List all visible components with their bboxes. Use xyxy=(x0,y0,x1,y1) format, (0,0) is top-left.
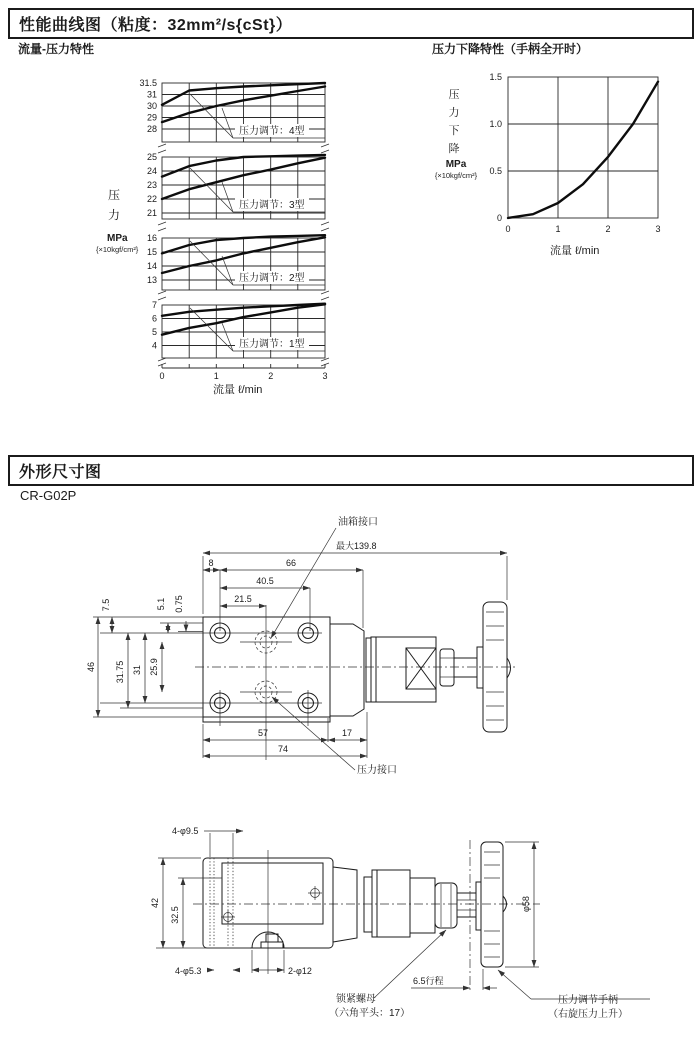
dim-body-height: 46 xyxy=(86,661,96,673)
y-axis-char: 下 xyxy=(448,125,460,137)
y-axis-unit-kgf: {×10kgf/cm²} xyxy=(434,171,478,180)
drawing-top-view xyxy=(86,515,516,776)
ytick: 25 xyxy=(146,152,157,162)
annotation-leader xyxy=(190,168,233,212)
ytick: 0.5 xyxy=(489,166,502,176)
ytick: 31.5 xyxy=(139,78,157,88)
ytick: 28 xyxy=(146,124,157,134)
dim-overall-length: 最大139.8 xyxy=(336,541,377,551)
lock-nut-shape xyxy=(435,883,457,928)
tank-port-label: 油箱接口 xyxy=(338,517,378,528)
valve-body-outline xyxy=(100,602,516,760)
pressure-drop-chart xyxy=(430,60,698,265)
xtick: 3 xyxy=(655,224,661,234)
flow-pressure-x-axis xyxy=(159,364,327,396)
ytick: 21 xyxy=(146,208,157,218)
drawing-side-view xyxy=(150,826,650,1020)
handle-leader xyxy=(498,970,531,999)
ytick: 4 xyxy=(151,340,157,351)
handle-label: 压力调节手柄 xyxy=(558,995,618,1006)
xtick: 3 xyxy=(322,371,328,381)
ytick: 31 xyxy=(146,89,157,100)
dim-bolt-span: 66 xyxy=(285,558,297,568)
annotation-type3: 压力调节：3型 xyxy=(239,200,305,211)
drawing2-dimensions xyxy=(150,826,650,1020)
y-axis-unit-mpa: MPa xyxy=(445,159,467,170)
dim-holes-bottom: 4-φ5.3 xyxy=(175,966,202,976)
dim-height: 42 xyxy=(150,897,160,909)
ytick: 15 xyxy=(146,247,157,257)
dim-holes-top: 4-φ9.5 xyxy=(172,826,199,836)
dim-stroke: 6.5行程 xyxy=(413,976,444,986)
panel-type1 xyxy=(152,300,329,366)
y-axis-unit-mpa: MPa xyxy=(107,233,128,244)
ytick: 23 xyxy=(146,180,157,190)
dim-inner-height: 32.5 xyxy=(170,906,180,924)
xtick: 0 xyxy=(159,371,165,381)
annotation-leader xyxy=(190,241,233,285)
performance-section-header xyxy=(8,8,694,39)
dim-small-offset: 0.75 xyxy=(174,595,184,613)
lock-nut-sublabel: （六角平头：17） xyxy=(329,1008,411,1019)
y-axis-char: 压 xyxy=(448,89,460,101)
model-number: CR-G02P xyxy=(20,488,77,503)
flow-pressure-y-axis-title xyxy=(96,188,139,254)
annotation-leader xyxy=(190,94,233,138)
ytick: 24 xyxy=(146,166,157,176)
dim-port-vspan: 25.9 xyxy=(149,658,159,676)
performance-section-title: 性能曲线图（粘度：32mm²/s{cSt}） xyxy=(19,17,293,34)
x-axis-title: 流量 ℓ/min xyxy=(213,384,263,396)
drawing1-dimensions xyxy=(86,515,507,776)
annotation-leader xyxy=(190,308,233,351)
axis-break xyxy=(158,291,329,300)
y-axis-unit-kgf: {×10kgf/cm²} xyxy=(96,245,139,254)
axis-break xyxy=(158,222,329,231)
ytick: 29 xyxy=(146,112,157,123)
dim-ext-width: 17 xyxy=(341,728,353,738)
pressure-drop-plot xyxy=(489,72,660,257)
stem-shape xyxy=(457,893,476,917)
dimensions-section-header xyxy=(8,455,694,486)
dim-to-port: 21.5 xyxy=(234,594,252,604)
annotation-type2: 压力调节：2型 xyxy=(239,273,305,284)
stem-shape xyxy=(454,658,477,677)
dim-bolt-vspan2: 31 xyxy=(132,664,142,676)
xtick: 2 xyxy=(605,224,611,234)
pressure-drop-y-axis-title xyxy=(435,88,478,180)
annotation-leader xyxy=(222,108,233,138)
y-axis-char: 压 xyxy=(108,188,121,202)
xtick: 1 xyxy=(555,224,561,234)
ytick: 30 xyxy=(146,101,157,111)
xtick: 1 xyxy=(213,371,219,381)
annotation-type1: 压力调节：1型 xyxy=(239,339,305,350)
dim-bolt-vspan: 31.75 xyxy=(115,660,125,684)
dimension-drawings xyxy=(0,500,700,1041)
ytick: 5 xyxy=(151,327,157,337)
annotation-leader xyxy=(222,323,233,351)
bonnet-shape xyxy=(333,867,357,942)
ytick: 1.5 xyxy=(489,72,502,82)
dim-to-right-bolt: 40.5 xyxy=(256,576,274,586)
panel-type2 xyxy=(147,233,329,300)
dim-port-offset: 5.1 xyxy=(156,597,166,611)
flow-pressure-chart-title: 流量-压力特性 xyxy=(18,42,94,56)
y-axis-char: 力 xyxy=(108,208,121,222)
ytick: 16 xyxy=(146,233,157,243)
valve-body-outline-side xyxy=(193,840,540,990)
annotation-type4: 压力调节：4型 xyxy=(239,126,305,137)
dim-edge-to-bolt: 8 xyxy=(208,558,214,568)
axis-break xyxy=(158,144,329,153)
ytick: 7 xyxy=(151,300,157,310)
handle-knurling xyxy=(484,852,500,957)
dim-handle-dia: φ58 xyxy=(521,896,531,912)
dim-base-width: 57 xyxy=(257,728,269,738)
panel-type3 xyxy=(147,152,329,231)
ytick: 14 xyxy=(146,261,157,271)
ytick: 0 xyxy=(496,213,502,223)
handle-shape xyxy=(481,842,503,967)
ytick: 1.0 xyxy=(489,119,502,129)
ytick: 22 xyxy=(146,194,157,204)
ytick: 13 xyxy=(146,275,157,285)
lock-nut-label: 锁紧螺母 xyxy=(336,994,376,1005)
dimensions-section-title: 外形尺寸图 xyxy=(19,464,102,481)
curve-pressure-drop xyxy=(508,82,658,218)
xtick: 2 xyxy=(268,371,274,381)
xtick: 0 xyxy=(505,224,511,234)
flow-pressure-chart xyxy=(95,60,345,405)
pressure-drop-chart-title: 压力下降特性（手柄全开时） xyxy=(432,42,589,56)
x-axis-title: 流量 ℓ/min xyxy=(550,245,600,257)
panel-type4 xyxy=(139,78,329,153)
ytick: 6 xyxy=(151,313,157,324)
pressure-port-label: 压力接口 xyxy=(357,765,397,776)
y-axis-char: 降 xyxy=(448,143,460,155)
lock-nut-shape xyxy=(440,649,454,686)
tank-port-leader xyxy=(271,528,336,638)
dim-total-width: 74 xyxy=(277,744,289,754)
dim-ports: 2-φ12 xyxy=(288,966,312,976)
dim-top-offset: 7.5 xyxy=(101,598,111,612)
handle-sublabel: （右旋压力上升） xyxy=(548,1009,628,1020)
handle-knurling xyxy=(486,612,504,720)
annotation-leader xyxy=(222,182,233,212)
mounting-bolt-holes xyxy=(210,623,318,713)
y-axis-char: 力 xyxy=(448,107,460,119)
annotation-leader xyxy=(222,256,233,285)
